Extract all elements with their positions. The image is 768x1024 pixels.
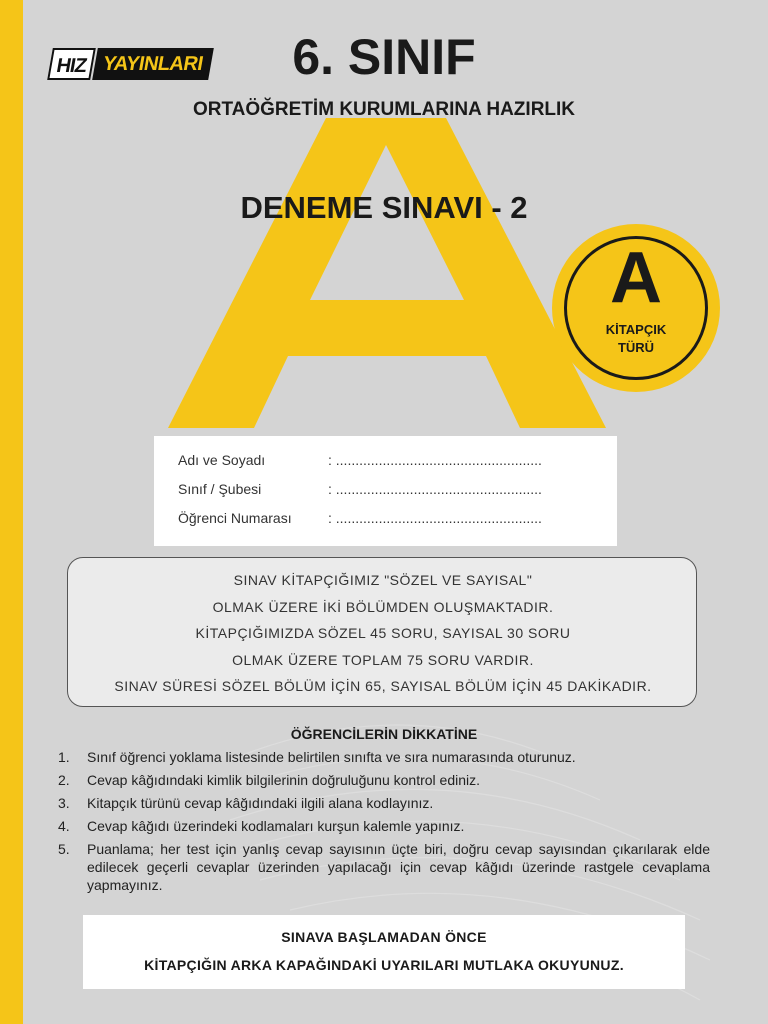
list-item	[58, 748, 710, 766]
list-item-text: Puanlama; her test için yanlış cevap sayısının üçte biri, doğru cevap sayısından çıkarılarak elde edilecek geçerli cevaplar üzerinden yapılacağı için cevap kâğıdı üzerinde rastgele cevaplama yapmayınız.	[87, 841, 710, 893]
booklet-letter: A	[610, 238, 662, 318]
list-item	[58, 771, 710, 789]
warnings-title: ÖĞRENCİLERİN DİKKATİNE	[290, 726, 478, 742]
subtitle: ORTAÖĞRETİM KURUMLARINA HAZIRLIK	[192, 99, 576, 120]
letter-a-shape	[168, 118, 606, 428]
student-name-row	[178, 452, 598, 468]
logo-hiz-text: HIZ	[47, 48, 96, 80]
final-notice-line2: KİTAPÇIĞIN ARKA KAPAĞINDAKİ UYARILARI MUTLAKA OKUYUNUZ.	[144, 957, 624, 973]
list-item-text: Cevap kâğıdındaki kimlik bilgilerinin doğruluğunu kontrol ediniz.	[87, 772, 480, 788]
list-item	[58, 794, 710, 812]
notice-line: KİTAPÇIĞIMIZDA SÖZEL 45 SORU, SAYISAL 30 SORU	[195, 625, 571, 641]
final-notice-line1: SINAVA BAŞLAMADAN ÖNCE	[281, 929, 487, 945]
list-item-text: Sınıf öğrenci yoklama listesinde belirtilen sınıfta ve sıra numarasında oturunuz.	[87, 749, 576, 765]
notice-line: OLMAK ÜZERE TOPLAM 75 SORU VARDIR.	[232, 652, 534, 668]
student-number-label: Öğrenci Numarası	[178, 510, 292, 526]
student-info-box	[154, 436, 617, 546]
booklet-label-line2: TÜRÜ	[617, 340, 655, 355]
exam-title: DENEME SINAVI - 2	[240, 190, 528, 225]
list-item-number: 3.	[58, 795, 70, 811]
list-item-number: 1.	[58, 749, 70, 765]
list-item-number: 5.	[58, 841, 70, 857]
list-item	[58, 840, 710, 894]
list-item-text: Cevap kâğıdı üzerindeki kodlamaları kurşun kalemle yapınız.	[87, 818, 465, 834]
class-branch-field[interactable]: : .....................................................	[328, 481, 542, 497]
class-branch-label: Sınıf / Şubesi	[178, 481, 262, 497]
notice-line: OLMAK ÜZERE İKİ BÖLÜMDEN OLUŞMAKTADIR.	[212, 599, 554, 615]
class-branch-row	[178, 481, 598, 497]
notice-line: SINAV KİTAPÇIĞIMIZ "SÖZEL VE SAYISAL"	[233, 572, 533, 588]
student-number-field[interactable]: : .....................................................	[328, 510, 542, 526]
list-item-text: Kitapçık türünü cevap kâğıdındaki ilgili alana kodlayınız.	[87, 795, 434, 811]
student-number-row	[178, 510, 598, 526]
grade-title: 6. SINIF	[292, 29, 476, 85]
list-item-number: 2.	[58, 772, 70, 788]
final-notice-box	[83, 915, 685, 989]
exam-notice-box	[67, 557, 697, 707]
logo-yayinlari-text: YAYINLARI	[92, 48, 213, 80]
booklet-label-line1: KİTAPÇIK	[605, 322, 667, 337]
warnings-list	[58, 748, 710, 899]
notice-line: SINAV SÜRESİ SÖZEL BÖLÜM İÇİN 65, SAYISAL BÖLÜM İÇİN 45 DAKİKADIR.	[114, 678, 652, 694]
list-item-number: 4.	[58, 818, 70, 834]
student-name-label: Adı ve Soyadı	[178, 452, 266, 468]
list-item	[58, 817, 710, 835]
student-name-field[interactable]: : .....................................................	[328, 452, 542, 468]
